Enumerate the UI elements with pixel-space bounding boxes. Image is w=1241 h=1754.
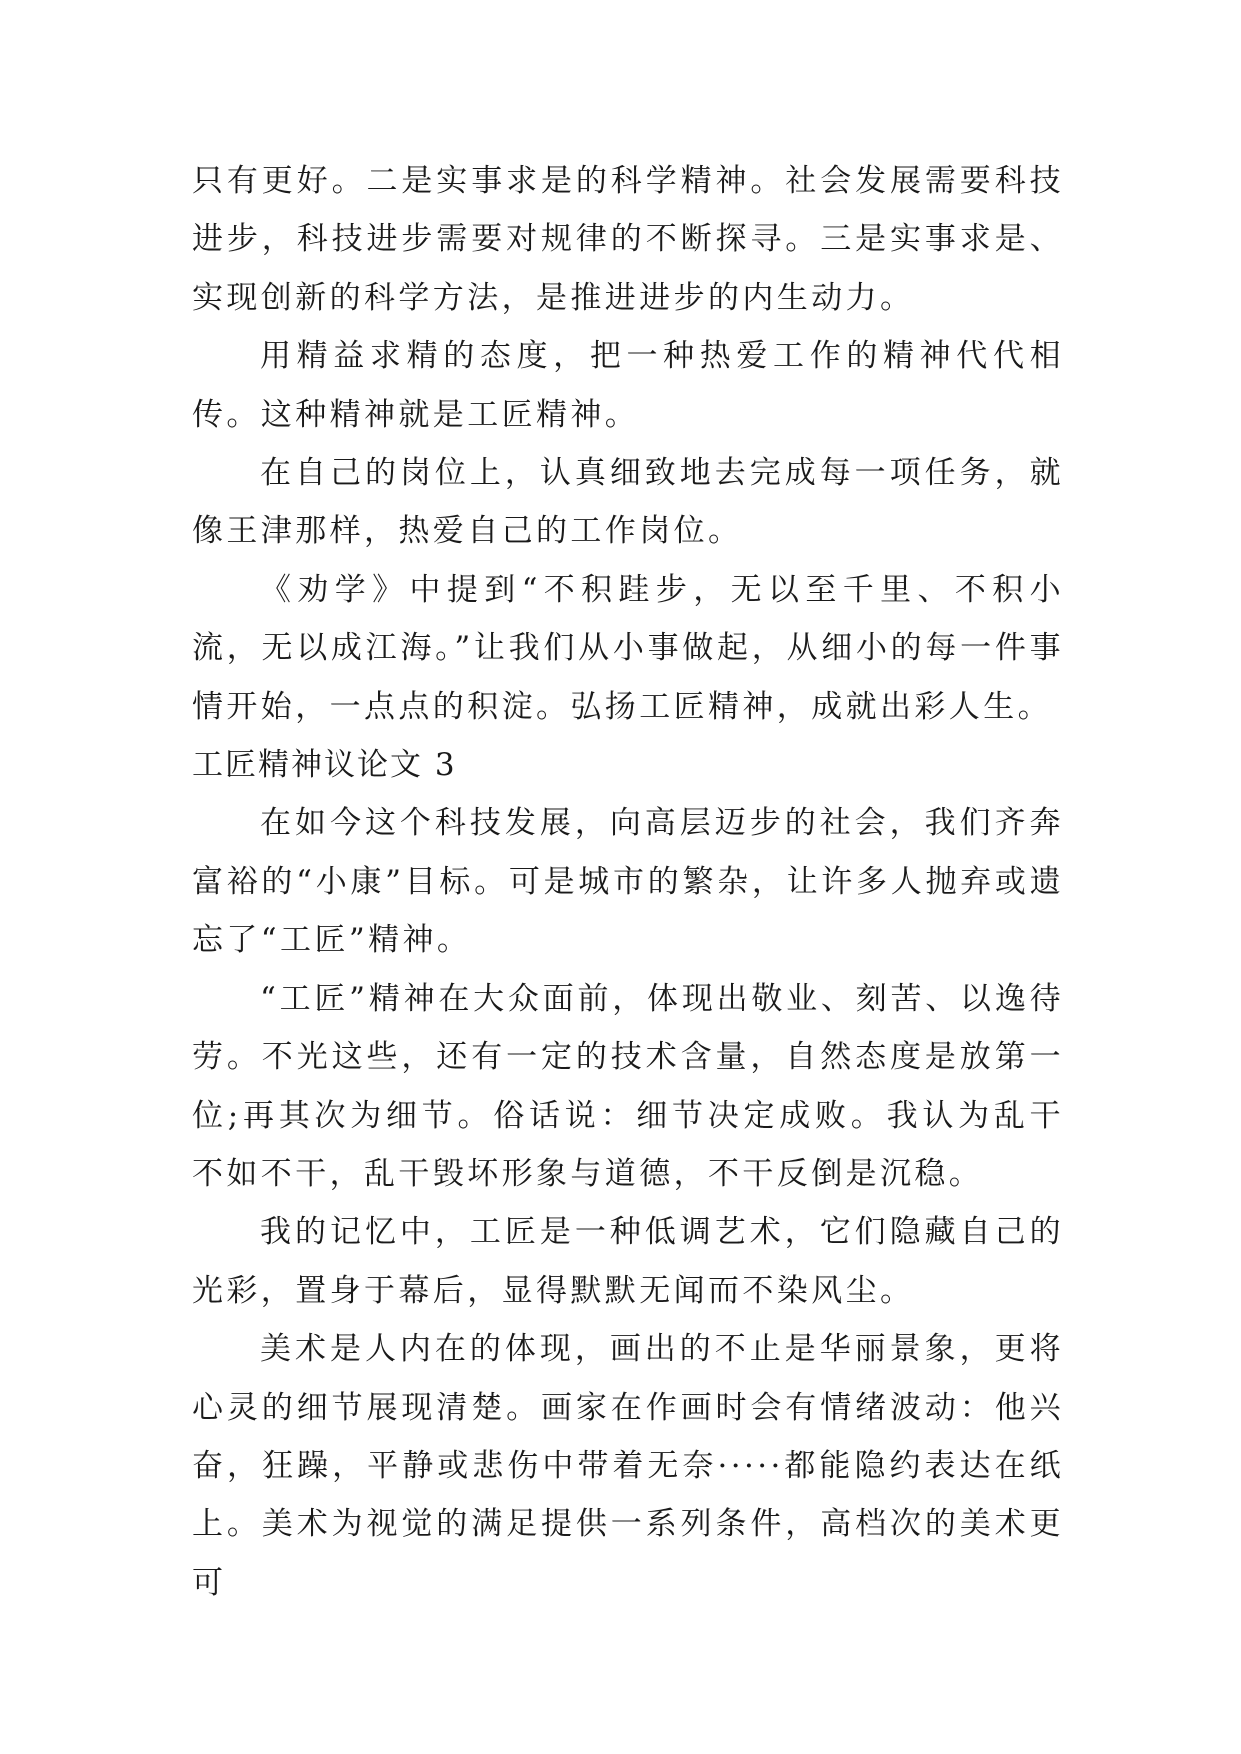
paragraph-7: 我的记忆中，工匠是一种低调艺术，它们隐藏自己的光彩，置身于幕后，显得默默无闻而不染风尘。 (192, 1214, 1064, 1309)
paragraph-2: 用精益求精的态度，把一种热爱工作的精神代代相传。这种精神就是工匠精神。 (192, 338, 1064, 433)
paragraph-4: 《劝学》中提到“不积跬步，无以至千里、不积小流，无以成江海。”让我们从小事做起，从细小的每一件事情开始，一点点的积淀。弘扬工匠精神，成就出彩人生。 (192, 571, 1064, 725)
paragraph-8: 美术是人内在的体现，画出的不止是华丽景象，更将心灵的细节展现清楚。画家在作画时会有情绪波动：他兴奋，狂躁，平静或悲伤中带着无奈·····都能隐约表达在纸上。美术为视觉的满足提供一系列条件，高档次的美术更可 (192, 1331, 1064, 1601)
paragraph-5: 在如今这个科技发展，向高层迈步的社会，我们齐奔富裕的“小康”目标。可是城市的繁杂，让许多人抛弃或遗忘了“工匠”精神。 (192, 805, 1064, 959)
paragraph-1: 只有更好。二是实事求是的科学精神。社会发展需要科技进步，科技进步需要对规律的不断探寻。三是实事求是、实现创新的科学方法，是推进进步的内生动力。 (192, 163, 1064, 316)
section-heading: 工匠精神议论文 3 (192, 747, 457, 784)
paragraph-3: 在自己的岗位上，认真细致地去完成每一项任务，就像王津那样，热爱自己的工作岗位。 (192, 455, 1064, 550)
document-body (192, 152, 1064, 1612)
paragraph-6: “工匠”精神在大众面前，体现出敬业、刻苦、以逸待劳。不光这些，还有一定的技术含量，自然态度是放第一位;再其次为细节。俗话说：细节决定成败。我认为乱干不如不干，乱干毁坏形象与道德，不干反倒是沉稳。 (192, 980, 1064, 1192)
